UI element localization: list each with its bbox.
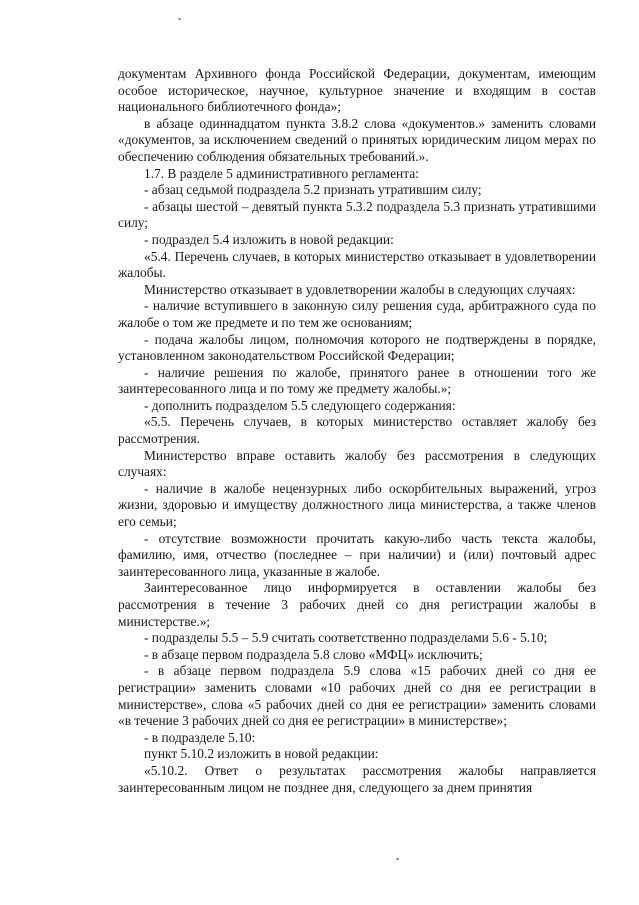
paragraph-5-2-repeal: - абзац седьмой подраздела 5.2 признать утратившим силу; <box>144 182 482 198</box>
scan-speck-bottom <box>396 858 399 860</box>
paragraph-3-8-2-amendment: в абзаце одиннадцатом пункта 3.8.2 слова «документов.» заменить словами «документов, за исключением сведений о принятых юридическим лицом мерах по обеспечению соблюдения обязательных требований.». <box>118 115 596 164</box>
paragraph-court-decision: - наличие вступившего в законную силу решения суда, арбитражного суда по жалобе о том же предмете и по тем же основаниям; <box>118 298 596 330</box>
paragraph-5-9-deadlines: - в абзаце первом подраздела 5.9 слова «15 рабочих дней со дня ее регистрации» заменить словами «10 рабочих дней со дня ее регистрации в министерстве», слова «5 рабочих дней со дня ее регистрации» заменить словами «в течение 3 рабочих дней со дня ее регистрации» в министерстве»; <box>118 663 596 729</box>
paragraph-5-3-2-repeal: - абзацы шестой – девятый пункта 5.3.2 подраздела 5.3 признать утратившими силу; <box>118 198 596 231</box>
paragraph-prior-decision: - наличие решения по жалобе, принятого ранее в отношении того же заинтересованного лица и по тому же предмету жалобы.»; <box>118 364 596 397</box>
paragraph-add-5-5: - дополнить подразделом 5.5 следующего содержания: <box>144 397 456 413</box>
paragraph-5-10-2-text: «5.10.2. Ответ о результатах рассмотрения жалобы направляется заинтересованным лицом не позднее дня, следующего за днем принятия <box>118 762 596 795</box>
paragraph-1-7-heading: 1.7. В разделе 5 административного регламента: <box>144 165 419 181</box>
paragraph-5-8-mfc: - в абзаце первом подраздела 5.8 слово «МФЦ» исключить; <box>144 646 483 662</box>
paragraph-5-4-title: «5.4. Перечень случаев, в которых министерство отказывает в удовлетворении жалобы. <box>118 248 596 281</box>
paragraph-refusal-cases: Министерство отказывает в удовлетворении жалобы в следующих случаях: <box>144 281 576 297</box>
document-page <box>118 66 596 796</box>
paragraph-no-review-cases: Министерство вправе оставить жалобу без рассмотрения в следующих случаях: <box>118 447 596 480</box>
paragraph-renumbering: - подразделы 5.5 – 5.9 считать соответственно подразделами 5.6 - 5.10; <box>144 630 548 646</box>
paragraph-5-10-2-new-edition: пункт 5.10.2 изложить в новой редакции: <box>144 746 379 762</box>
paragraph-5-10: - в подразделе 5.10: <box>144 729 256 745</box>
paragraph-archive-continuation: документам Архивного фонда Российской Федерации, документам, имеющим особое историческое, научное, культурное значение и входящим в состав национального библиотечного фонда»; <box>118 66 596 115</box>
paragraph-informing-applicant: Заинтересованное лицо информируется в оставлении жалобы без рассмотрения в течение 3 рабочих дней со дня регистрации жалобы в министерстве.»; <box>118 580 596 629</box>
scan-speck-top <box>178 18 181 20</box>
paragraph-unconfirmed-authority: - подача жалобы лицом, полномочия которого не подтверждены в порядке, установленном законодательством Российской Федерации; <box>118 331 596 364</box>
paragraph-unreadable-text: - отсутствие возможности прочитать какую-либо часть текста жалобы, фамилию, имя, отчество (последнее – при наличии) и (или) почтовый адрес заинтересованного лица, указанные в жалобе. <box>118 530 596 579</box>
paragraph-5-5-title: «5.5. Перечень случаев, в которых министерство оставляет жалобу без рассмотрения. <box>118 414 596 447</box>
paragraph-obscene-language: - наличие в жалобе нецензурных либо оскорбительных выражений, угроз жизни, здоровью и имуществу должностного лица министерства, а также членов его семьи; <box>118 480 596 530</box>
paragraph-5-4-new-edition: - подраздел 5.4 изложить в новой редакции: <box>144 231 394 247</box>
